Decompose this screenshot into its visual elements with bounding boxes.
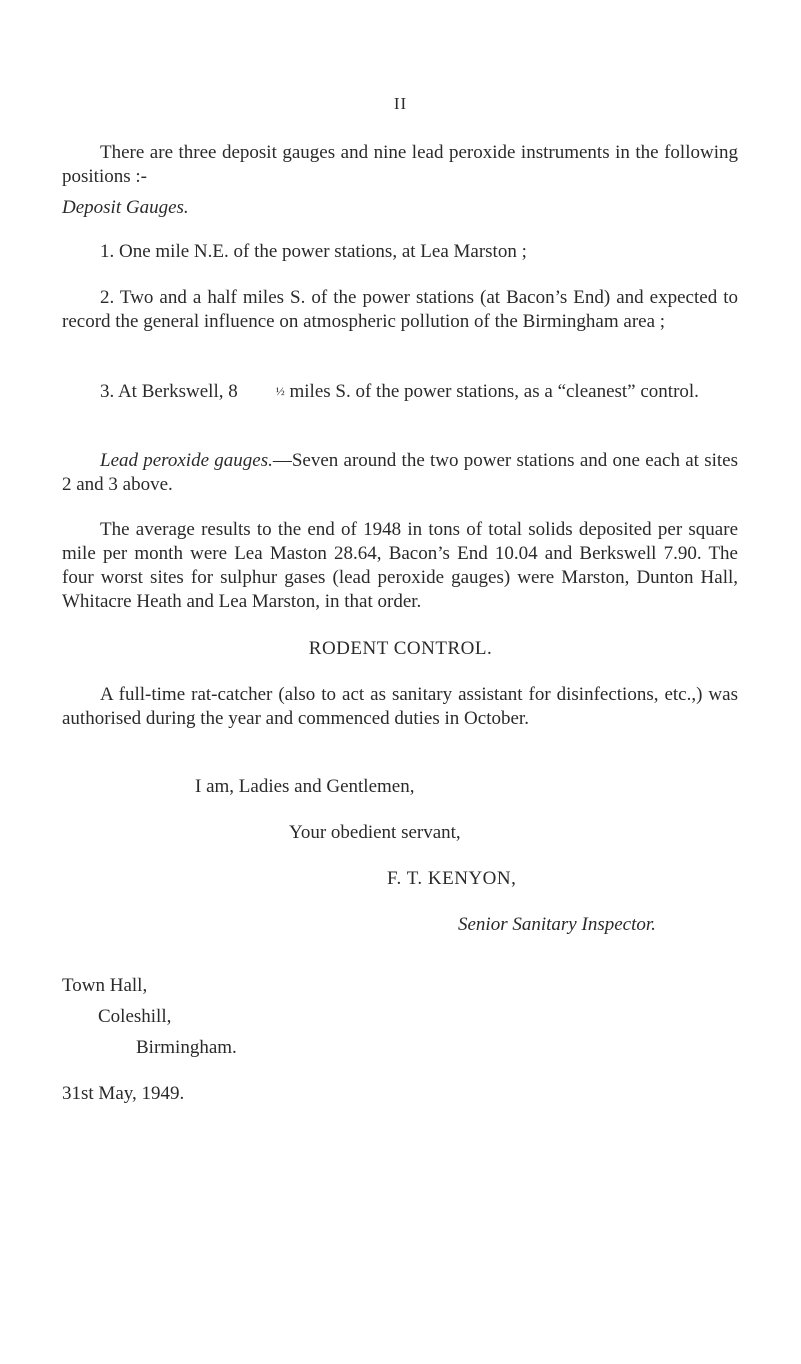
address-line-1: Town Hall, (62, 975, 148, 996)
deposit-gauges-heading: Deposit Gauges. (62, 197, 189, 218)
lead-peroxide-paragraph (62, 449, 738, 497)
address-line-2: Coleshill, (98, 1006, 172, 1027)
signatory-name: F. T. KENYON, (387, 868, 517, 889)
deposit-item-2 (62, 286, 738, 334)
lead-peroxide-text: —Seven around the two power stations and one each at sites 2 and 3 above. (62, 450, 738, 495)
rodent-paragraph: A full-time rat-catcher (also to act as sanitary assistant for disinfections, etc.,) was authorised during the year and commenced duties in October. (62, 684, 738, 729)
item-number: 2. (100, 287, 115, 308)
deposit-item-3 (62, 379, 738, 404)
letter-date: 31st May, 1949. (62, 1083, 185, 1104)
address-line-3: Birmingham. (136, 1037, 237, 1058)
intro-paragraph: There are three deposit gauges and nine lead peroxide instruments in the following positions :- (62, 142, 738, 187)
salutation: I am, Ladies and Gentlemen, (195, 776, 415, 797)
lead-peroxide-heading: Lead peroxide gauges. (100, 450, 273, 471)
averages-paragraph: The average results to the end of 1948 in tons of total solids deposited per square mile per month were Lea Maston 28.64, Bacon’s End 10.04 and Berkswell 7.90. The four worst sites for sulphur gases (lead peroxide gauges) were Marston, Dunton Hall, Whitacre Heath and Lea Marston, in that order. (62, 519, 738, 612)
valediction: Your obedient servant, (289, 822, 461, 843)
item-number: 1. (100, 241, 115, 262)
item-text: One mile N.E. of the power stations, at Lea Marston ; (119, 241, 527, 262)
page-number: II (393, 94, 408, 113)
item-text: Two and a half miles S. of the power stations (at Bacon’s End) and expected to record the general influence on atmospheric pollution of the Birmingham area ; (62, 287, 738, 332)
fraction: ½ (275, 384, 285, 398)
item-text-before: At Berkswell, 8 (117, 381, 238, 402)
signatory-title: Senior Sanitary Inspector. (458, 914, 656, 935)
deposit-item-1 (62, 240, 738, 264)
item-text-after: miles S. of the power stations, as a “cleanest” control. (284, 381, 699, 402)
item-number: 3. (100, 381, 115, 402)
rodent-control-heading: RODENT CONTROL. (308, 638, 493, 659)
